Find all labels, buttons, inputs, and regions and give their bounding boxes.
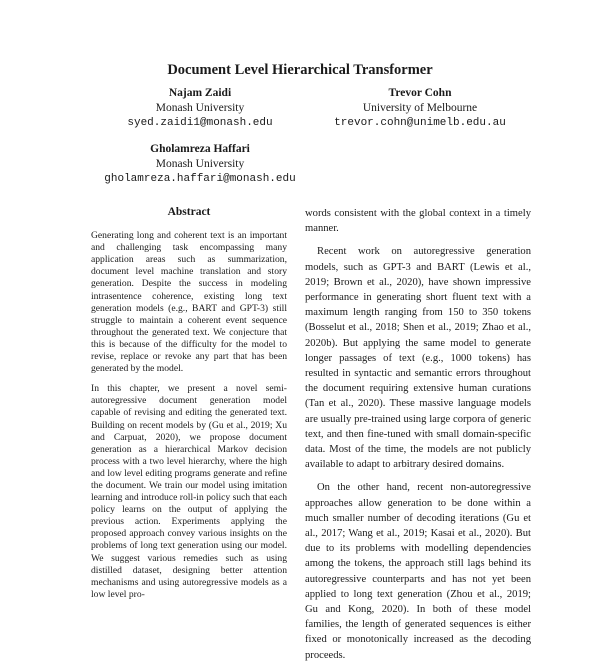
right-column bbox=[305, 206, 531, 663]
author-affiliation: University of Melbourne bbox=[362, 102, 478, 114]
body-paragraph: Recent work on autoregressive generation models, such as GPT-3 and BART (Lewis et al., 2019; Brown et al., 2020), have shown impressive performance in generating short fluent text with a maximum length ranging from 150 to 350 tokens (Bosselut et al., 2018; Shen et al., 2019; Zhao et al., 2020b). But applying the same model to generate longer passages of text (e.g., 1000 tokens) has resulted in syntactic and semantic errors throughout the document requiring extensive human curations (Tan et al., 2020). These massive language models are usually pre-trained using large corpora of generic text, and then fine-tuned with small domain-specific data. Most of the time, the models are not publicly available to adapt to arbitrary desired domains. bbox=[305, 246, 531, 471]
author-email: trevor.cohn@unimelb.edu.au bbox=[334, 117, 506, 129]
left-column bbox=[91, 206, 287, 601]
author-block-2 bbox=[290, 86, 550, 131]
body-paragraph: On the other hand, recent non-autoregressive approaches allow generation to be done within a much smaller number of decoding iterations (Gu et al., 2017; Wang et al., 2019; Kasai et al., 2020). But due to its problems with modelling dependencies among the tokens, the approach still lags behind its autoregressive counterparts and has not yet been applied to long text generation (Zhou et al., 2019; Gu and Kong, 2020). In both of these model families, the length of generated sequences is either fixed or monotonically increased as the decoding proceeds. bbox=[305, 482, 531, 661]
abstract-heading: Abstract bbox=[167, 206, 211, 218]
abstract-text: Generating long and coherent text is an important and challenging task encompassing many application areas such as summarization, document level machine translation and story generation. Despite the success in modeling intrasentence coherence, existing long text generation models (e.g., BART and GPT-3) still struggle to maintain a coherent event sequence throughout the generated text. We conjecture that this is because of the difficulty for the model to revise, replace or revoke any part that has been generated by the model. bbox=[91, 230, 287, 375]
author-email: syed.zaidi1@monash.edu bbox=[127, 117, 273, 129]
author-block-1 bbox=[80, 86, 320, 131]
author-block-3 bbox=[80, 142, 320, 187]
author-affiliation: Monash University bbox=[155, 102, 245, 114]
continued-paragraph: words consistent with the global context in a timely manner. bbox=[305, 208, 531, 235]
intro-paragraph: In this chapter, we present a novel semi-autoregressive document generation model capable of revising and editing the generated text. Building on recent models by (Gu et al., 2019; Xu and Carpuat, 2020), we propose document generation as a hierarchical Markov decision process with a two level hierarchy, where the high and low level editing programs generate and refine the document. We train our model using imitation learning and introduce roll-in policy such that each policy learns on the output of applying the previous action. Experiments applying the proposed approach convey various insights on the problems of long text generation using our model. We suggest various remedies such as using distilled dataset, designing better attention mechanisms and using autoregressive models as a low level pro- bbox=[91, 383, 287, 600]
author-affiliation: Monash University bbox=[155, 158, 245, 170]
paper-title: Document Level Hierarchical Transformer bbox=[167, 62, 433, 78]
author-email: gholamreza.haffari@monash.edu bbox=[104, 173, 296, 185]
author-name: Najam Zaidi bbox=[168, 87, 232, 99]
author-name: Gholamreza Haffari bbox=[150, 143, 250, 155]
author-name: Trevor Cohn bbox=[388, 87, 452, 99]
